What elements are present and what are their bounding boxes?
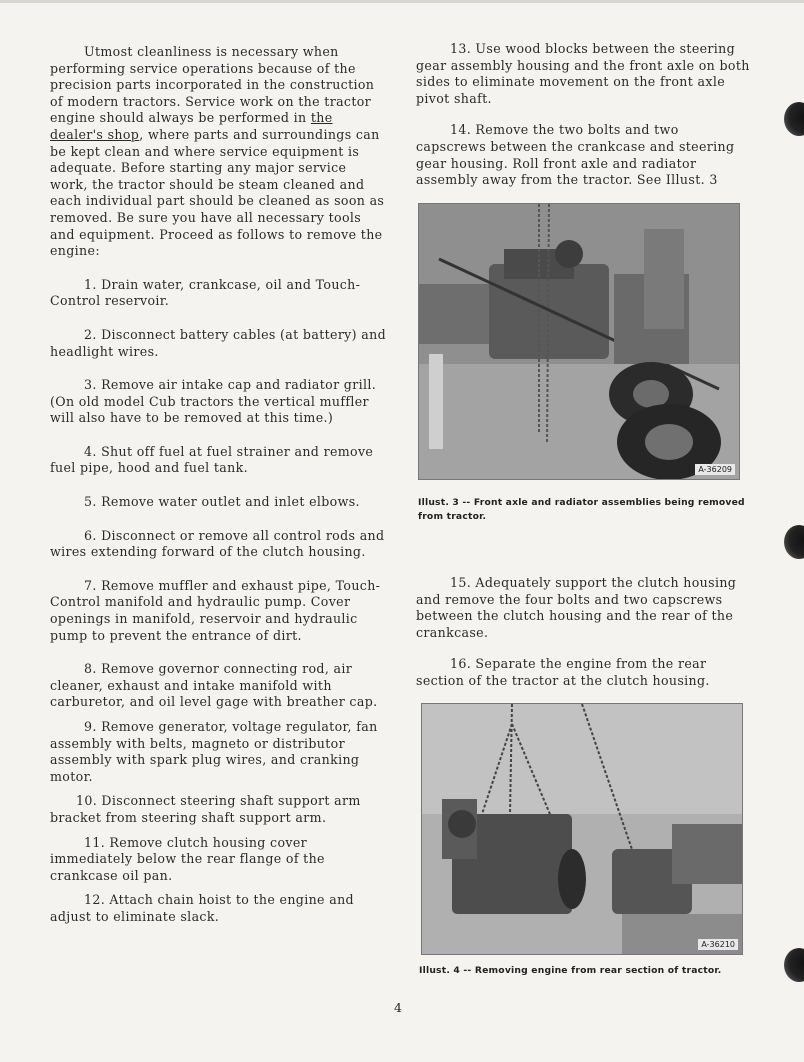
illustration-4-photo xyxy=(421,703,743,955)
page-top-edge xyxy=(0,0,804,3)
left-column xyxy=(50,44,386,926)
binder-hole-top xyxy=(784,102,804,136)
step-16: 16. Separate the engine from the rear section of the tractor at the clutch housing. xyxy=(416,656,710,688)
binder-hole-middle xyxy=(784,525,804,559)
step-10: 10. Disconnect steering shaft support arm bracket from steering shaft support arm. xyxy=(50,793,361,825)
step-11: 11. Remove clutch housing cover immediately below the rear flange of the crankcase oil pan. xyxy=(50,834,325,883)
right-column-top xyxy=(416,41,752,189)
step-15: 15. Adequately support the clutch housing and remove the four bolts and two capscrews between the clutch housing and the rear of the crankcase. xyxy=(416,575,737,640)
step-3: 3. Remove air intake cap and radiator grill. (On old model Cub tractors the vertical muffler will also have to be removed at this time.) xyxy=(50,377,377,426)
step-8: 8. Remove governor connecting rod, air cleaner, exhaust and intake manifold with carburetor, and oil level gage with breather cap. xyxy=(50,661,378,710)
intro-paragraph xyxy=(50,44,386,260)
illustration-3-photo xyxy=(418,203,740,480)
step-6: 6. Disconnect or remove all control rods and wires extending forward of the clutch housing. xyxy=(50,527,385,560)
intro-underlined-text: the dealer's shop xyxy=(50,110,333,142)
step-7: 7. Remove muffler and exhaust pipe, Touch-Control manifold and hydraulic pump. Cover openings in manifold, reservoir and hydraulic pump to prevent the entrance of dirt. xyxy=(50,577,381,643)
intro-text-before: Utmost cleanliness is necessary when performing service operations because of the precision parts incorporated in the construction of modern tractors. Service work on the tractor engine should always be performed in xyxy=(50,44,375,126)
step-12: 12. Attach chain hoist to the engine and adjust to eliminate slack. xyxy=(50,892,354,924)
step-13: 13. Use wood blocks between the steering gear assembly housing and the front axle on both sides to eliminate movement on the front axle pivot shaft. xyxy=(416,41,750,106)
page-number: 4 xyxy=(394,1000,402,1015)
step-9: 9. Remove generator, voltage regulator, fan assembly with belts, magneto or distributor assembly with spark plug wires, and cranking motor. xyxy=(50,719,378,784)
right-column-bottom xyxy=(416,575,752,690)
illustration-3-id: A-36209 xyxy=(695,464,735,475)
illustration-4-id: A-36210 xyxy=(698,939,738,950)
illustration-4-caption: Illust. 4 -- Removing engine from rear section of tractor. xyxy=(419,965,722,976)
step-14: 14. Remove the two bolts and two capscrews between the crankcase and steering gear housing. Roll front axle and radiator assembly away from the tractor. See Illust. 3 xyxy=(416,122,735,188)
step-4: 4. Shut off fuel at fuel strainer and remove fuel pipe, hood and fuel tank. xyxy=(50,443,374,476)
illustration-3-caption: Illust. 3 -- Front axle and radiator assemblies being removed from tractor. xyxy=(418,497,745,522)
step-5: 5. Remove water outlet and inlet elbows. xyxy=(84,494,360,510)
step-1: 1. Drain water, crankcase, oil and Touch-Control reservoir. xyxy=(50,276,361,309)
front-axle-removal-image xyxy=(419,204,739,479)
binder-hole-bottom xyxy=(784,948,804,982)
intro-text-after: , where parts and surroundings can be kept clean and where service equipment is adequate. Before starting any major service work, the tractor should be steam cleaned and each individual part should be cleaned as soon as removed. Be sure you have all necessary tools and equipment. Proceed as follows to remove the engine: xyxy=(50,126,385,259)
step-2: 2. Disconnect battery cables (at battery) and headlight wires. xyxy=(50,326,386,359)
engine-removal-image xyxy=(422,704,742,954)
